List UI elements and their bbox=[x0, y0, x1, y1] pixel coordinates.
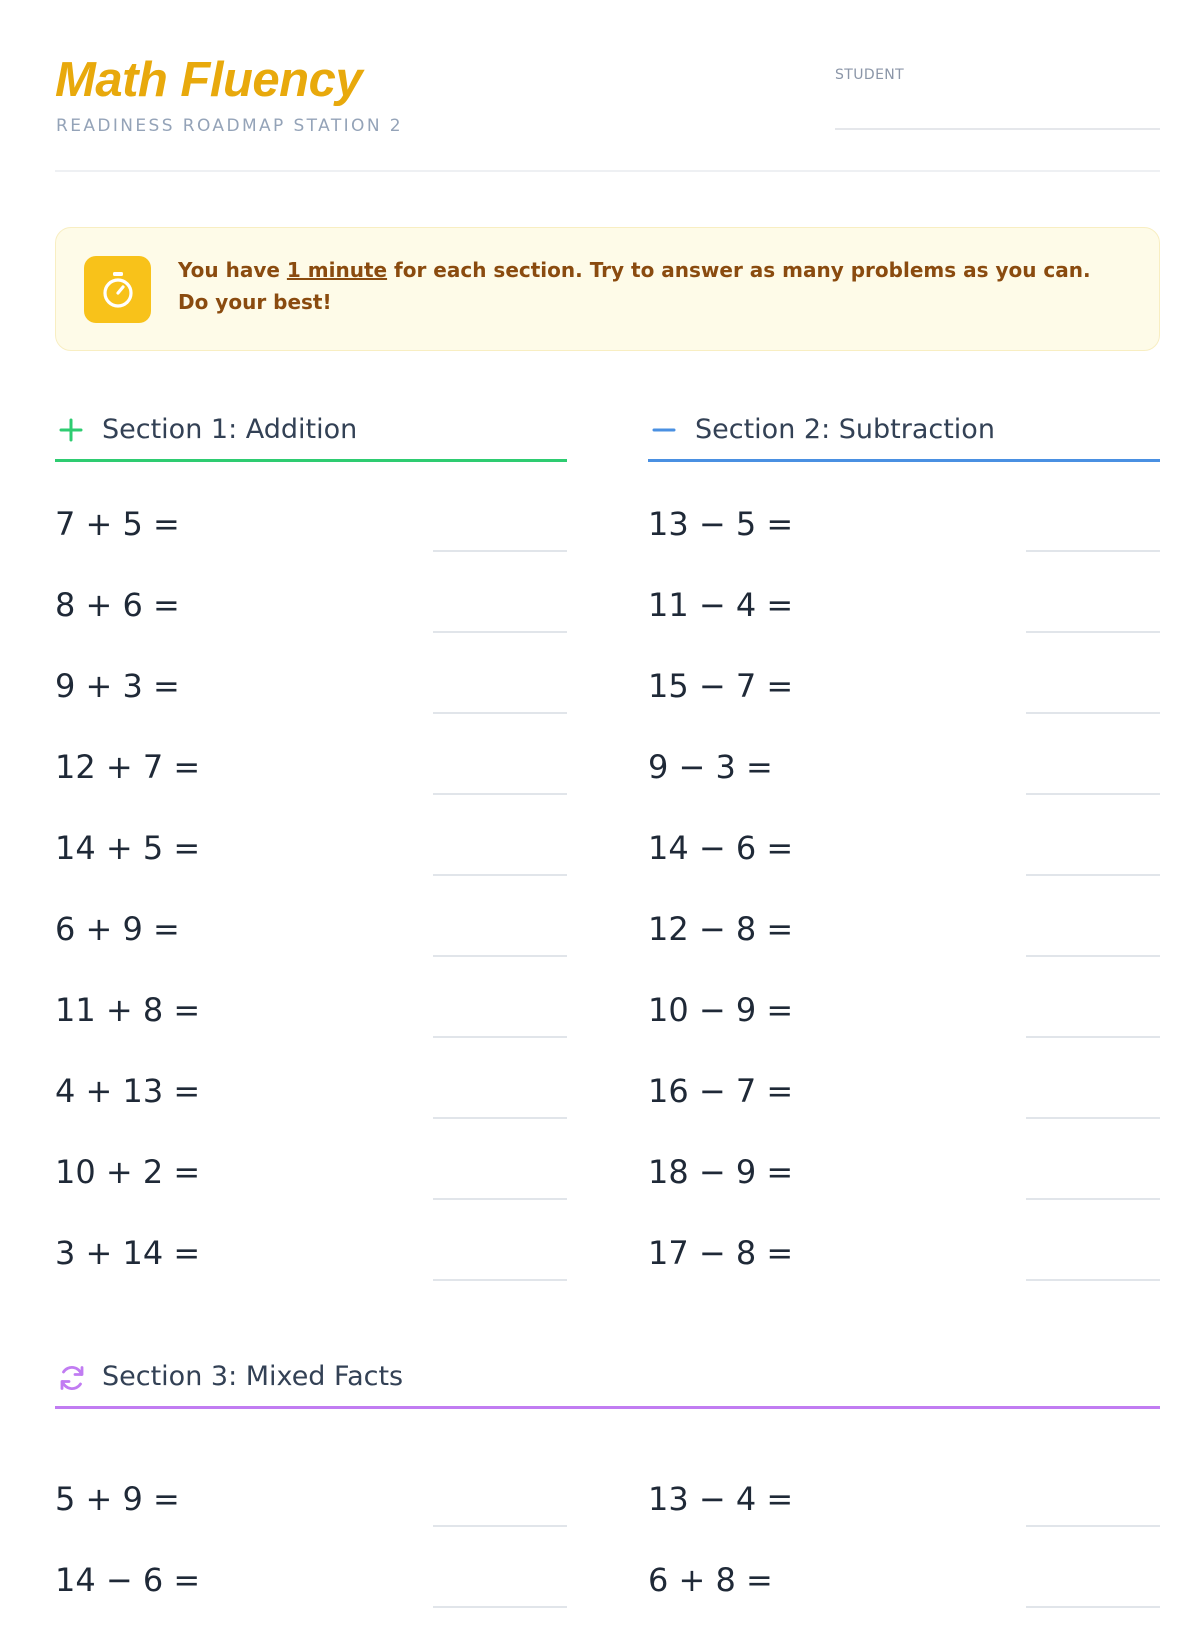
minus-icon bbox=[650, 416, 678, 448]
student-label: STUDENT bbox=[835, 67, 905, 83]
problem-row bbox=[55, 737, 567, 818]
answer-blank[interactable] bbox=[433, 874, 567, 876]
instructions-text bbox=[178, 254, 1098, 318]
problem-row bbox=[55, 1550, 567, 1631]
mixed-problem-list-left bbox=[55, 1469, 567, 1631]
answer-blank[interactable] bbox=[433, 1525, 567, 1527]
problem-expression: 14 − 6 = bbox=[55, 1561, 201, 1599]
problem-row bbox=[648, 1550, 1160, 1631]
answer-blank[interactable] bbox=[1026, 1606, 1160, 1608]
problem-row bbox=[55, 1223, 567, 1304]
section-title: Section 3: Mixed Facts bbox=[102, 1361, 404, 1392]
student-name-field[interactable] bbox=[835, 128, 1160, 130]
subtraction-problem-list bbox=[648, 494, 1160, 1304]
answer-blank[interactable] bbox=[433, 1606, 567, 1608]
problem-row bbox=[648, 494, 1160, 575]
answer-blank[interactable] bbox=[433, 1198, 567, 1200]
problem-expression: 3 + 14 = bbox=[55, 1234, 201, 1272]
problem-expression: 13 − 5 = bbox=[648, 505, 794, 543]
problem-expression: 9 + 3 = bbox=[55, 667, 180, 705]
problem-row bbox=[648, 1469, 1160, 1550]
problem-expression: 6 + 8 = bbox=[648, 1561, 773, 1599]
answer-blank[interactable] bbox=[433, 1117, 567, 1119]
problem-expression: 4 + 13 = bbox=[55, 1072, 201, 1110]
problem-expression: 7 + 5 = bbox=[55, 505, 180, 543]
page-subtitle: READINESS ROADMAP STATION 2 bbox=[56, 116, 403, 136]
problem-expression: 10 + 2 = bbox=[55, 1153, 201, 1191]
problem-row bbox=[55, 575, 567, 656]
answer-blank[interactable] bbox=[1026, 1279, 1160, 1281]
problem-row bbox=[55, 818, 567, 899]
section-divider bbox=[55, 1406, 1160, 1409]
problem-row bbox=[648, 737, 1160, 818]
answer-blank[interactable] bbox=[1026, 631, 1160, 633]
problem-row bbox=[648, 980, 1160, 1061]
problem-expression: 15 − 7 = bbox=[648, 667, 794, 705]
problem-expression: 12 − 8 = bbox=[648, 910, 794, 948]
answer-blank[interactable] bbox=[433, 550, 567, 552]
answer-blank[interactable] bbox=[433, 793, 567, 795]
answer-blank[interactable] bbox=[1026, 874, 1160, 876]
problem-expression: 8 + 6 = bbox=[55, 586, 180, 624]
problem-row bbox=[55, 1142, 567, 1223]
section-divider bbox=[55, 459, 567, 462]
problem-row bbox=[55, 1061, 567, 1142]
answer-blank[interactable] bbox=[1026, 1198, 1160, 1200]
instructions-banner bbox=[55, 227, 1160, 351]
problem-expression: 18 − 9 = bbox=[648, 1153, 794, 1191]
problem-row bbox=[648, 656, 1160, 737]
problem-row bbox=[648, 1061, 1160, 1142]
worksheet-header bbox=[55, 0, 1160, 172]
problem-expression: 5 + 9 = bbox=[55, 1480, 180, 1518]
section-header-subtraction bbox=[648, 404, 1160, 462]
answer-blank[interactable] bbox=[1026, 1036, 1160, 1038]
answer-blank[interactable] bbox=[1026, 1525, 1160, 1527]
problem-row bbox=[648, 1223, 1160, 1304]
answer-blank[interactable] bbox=[1026, 793, 1160, 795]
problem-row bbox=[648, 818, 1160, 899]
problem-expression: 16 − 7 = bbox=[648, 1072, 794, 1110]
problem-expression: 13 − 4 = bbox=[648, 1480, 794, 1518]
section-title: Section 1: Addition bbox=[102, 414, 358, 445]
problem-row bbox=[648, 575, 1160, 656]
answer-blank[interactable] bbox=[1026, 550, 1160, 552]
problem-expression: 12 + 7 = bbox=[55, 748, 201, 786]
problem-expression: 17 − 8 = bbox=[648, 1234, 794, 1272]
section-header-addition bbox=[55, 404, 567, 462]
time-limit-emphasis: 1 minute bbox=[286, 258, 388, 282]
problem-row bbox=[648, 899, 1160, 980]
answer-blank[interactable] bbox=[433, 631, 567, 633]
mixed-problem-list-right bbox=[648, 1469, 1160, 1631]
section-header-mixed bbox=[55, 1351, 1160, 1409]
problem-row bbox=[55, 656, 567, 737]
problem-expression: 14 + 5 = bbox=[55, 829, 201, 867]
problem-row bbox=[55, 899, 567, 980]
problem-expression: 14 − 6 = bbox=[648, 829, 794, 867]
problem-expression: 9 − 3 = bbox=[648, 748, 773, 786]
answer-blank[interactable] bbox=[1026, 1117, 1160, 1119]
page-title: Math Fluency bbox=[55, 53, 363, 107]
section-divider bbox=[648, 459, 1160, 462]
answer-blank[interactable] bbox=[1026, 955, 1160, 957]
problem-expression: 11 + 8 = bbox=[55, 991, 201, 1029]
problem-expression: 10 − 9 = bbox=[648, 991, 794, 1029]
problem-row bbox=[55, 980, 567, 1061]
stopwatch-icon bbox=[84, 256, 151, 323]
instructions-text-start: You have bbox=[178, 258, 287, 282]
answer-blank[interactable] bbox=[433, 712, 567, 714]
instructions-text-end: for each section. Try to answer as many problems as you can. Do your best! bbox=[178, 258, 1091, 314]
problem-row bbox=[648, 1142, 1160, 1223]
answer-blank[interactable] bbox=[433, 1036, 567, 1038]
section-title: Section 2: Subtraction bbox=[695, 414, 995, 445]
answer-blank[interactable] bbox=[433, 1279, 567, 1281]
addition-problem-list bbox=[55, 494, 567, 1304]
answer-blank[interactable] bbox=[1026, 712, 1160, 714]
problem-row bbox=[55, 494, 567, 575]
problem-expression: 6 + 9 = bbox=[55, 910, 180, 948]
problem-row bbox=[55, 1469, 567, 1550]
problem-expression: 11 − 4 = bbox=[648, 586, 794, 624]
answer-blank[interactable] bbox=[433, 955, 567, 957]
refresh-icon bbox=[57, 1363, 87, 1397]
plus-icon bbox=[57, 416, 85, 448]
